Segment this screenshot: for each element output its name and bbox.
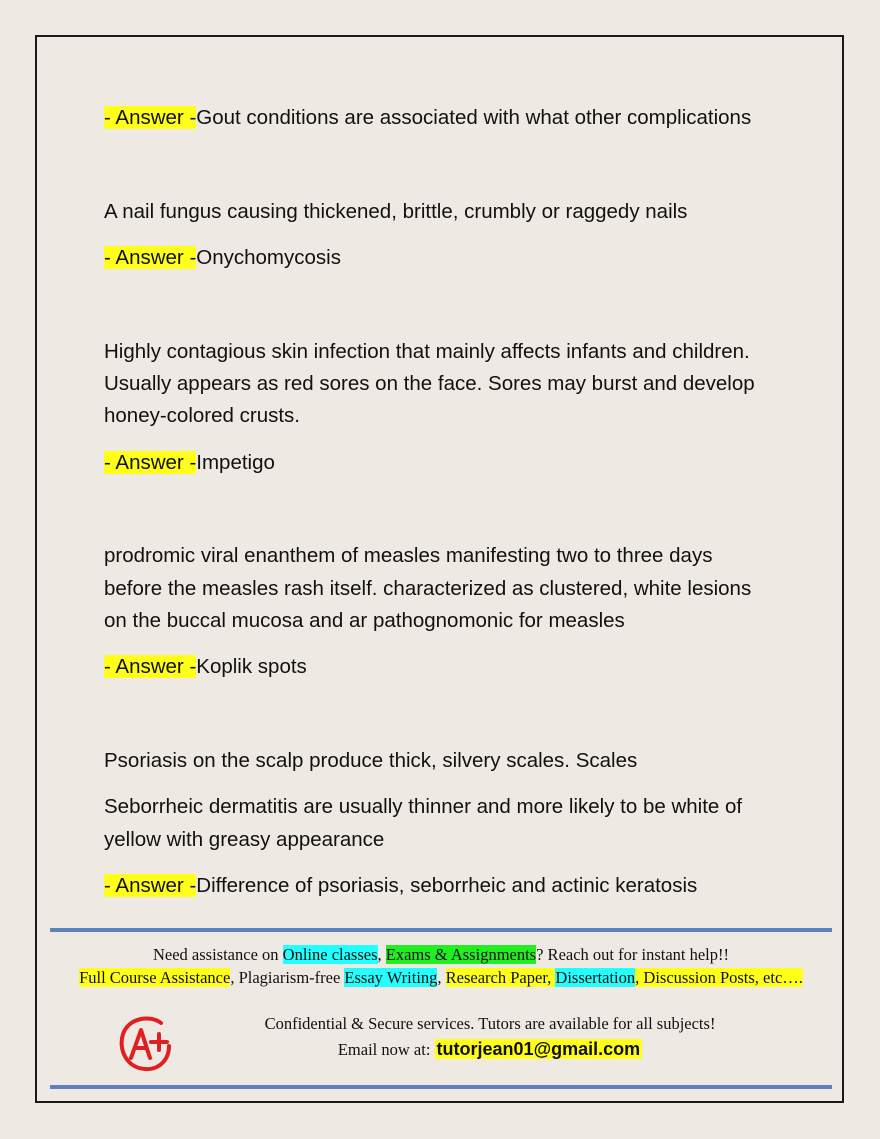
answer-tag: - Answer - [104,874,197,897]
footer-text: , [437,968,446,987]
footer-text: Need assistance on [152,945,283,964]
footer-text: , Plagiarism-free [230,968,345,987]
footer-text: ? Reach out for instant help!! [536,945,730,964]
question-3-line-2: Usually appears as red sores on the face. Sores may burst and develop [104,372,755,395]
question-5-line-3: yellow with greasy appearance [104,828,385,851]
footer-line-2 [50,967,832,989]
question-2: A nail fungus causing thickened, brittle, crumbly or raggedy nails [104,200,688,223]
question-4-line-2: before the measles rash itself. characterized as clustered, white lesions [104,577,752,600]
answer-text: Gout conditions are associated with what other complications [196,106,752,129]
question-5-line-1: Psoriasis on the scalp produce thick, silvery scales. Scales [104,749,638,772]
footer-line-1 [50,944,832,966]
answer-text: Impetigo [196,451,275,474]
answer-tag: - Answer - [104,246,197,269]
answer-line-1 [104,102,804,134]
question-3-line-1: Highly contagious skin infection that mainly affects infants and children. [104,340,750,363]
answer-line-4 [104,651,804,683]
question-4-line-1: prodromic viral enanthem of measles manifesting two to three days [104,544,713,567]
answer-tag: - Answer - [104,655,197,678]
answer-text: Difference of psoriasis, seborrheic and actinic keratosis [196,874,698,897]
essay-writing-link[interactable]: Essay Writing [344,968,438,987]
exams-assignments-link[interactable]: Exams & Assignments [385,945,537,964]
answer-line-3 [104,447,804,479]
a-plus-logo-icon [117,1014,173,1072]
full-course-link[interactable]: Full Course Assistance [79,968,231,987]
email-link[interactable]: tutorjean01@gmail.com [436,1039,641,1059]
footer-rule-bottom [50,1085,832,1089]
answer-text: Onychomycosis [196,246,341,269]
answer-tag: - Answer - [104,106,197,129]
footer-text: , [377,945,386,964]
answer-line-5 [104,870,804,902]
discussion-posts-link[interactable]: , Discussion Posts, etc…. [635,968,803,987]
answer-text: Koplik spots [196,655,307,678]
question-4-line-3: on the buccal mucosa and ar pathognomonic for measles [104,609,625,632]
footer-rule-top [50,928,832,932]
email-line [190,1037,790,1062]
dissertation-link[interactable]: Dissertation [555,968,636,987]
confidential-text: Confidential & Secure services. Tutors are available for all subjects! [264,1014,716,1033]
online-classes-link[interactable]: Online classes [282,945,378,964]
answer-line-2 [104,242,804,274]
question-3-line-3: honey-colored crusts. [104,404,300,427]
email-label: Email now at: [337,1040,435,1059]
question-5-line-2: Seborrheic dermatitis are usually thinner and more likely to be white of [104,795,743,818]
research-paper-link[interactable]: Research Paper, [445,968,556,987]
answer-tag: - Answer - [104,451,197,474]
